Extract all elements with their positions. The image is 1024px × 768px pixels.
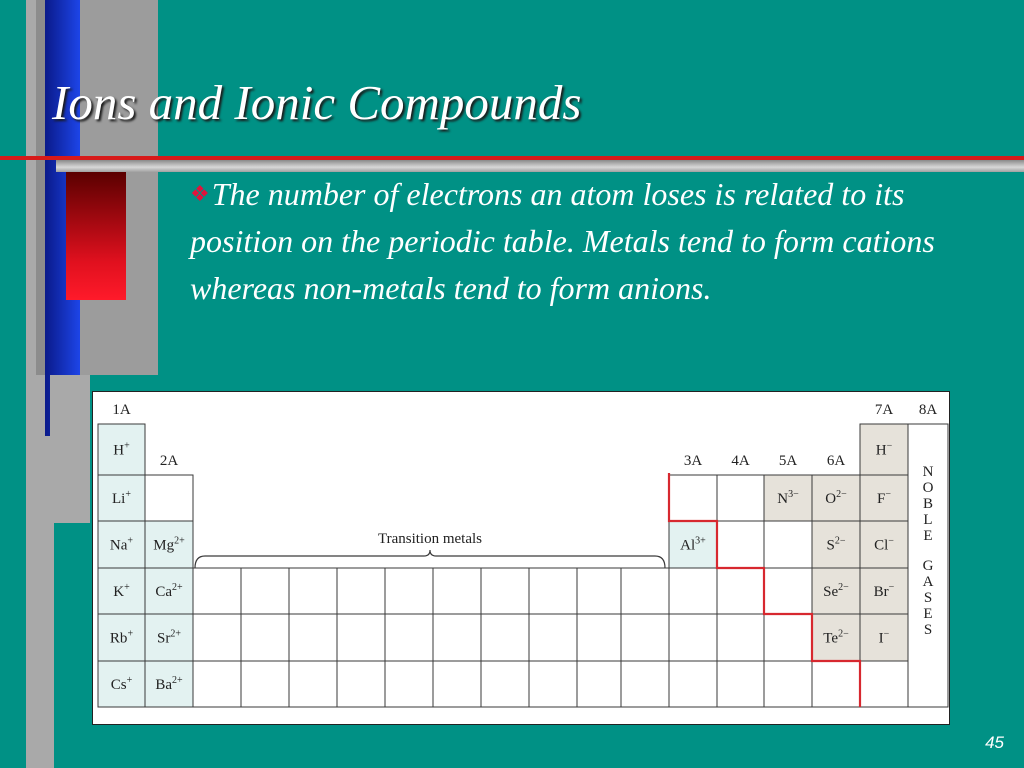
cell bbox=[337, 614, 385, 661]
cell bbox=[717, 661, 764, 707]
cell bbox=[385, 614, 433, 661]
cell bbox=[289, 661, 337, 707]
cell bbox=[812, 661, 860, 707]
cell bbox=[337, 568, 385, 614]
bullet-text: The number of electrons an atom loses is related to its position on the periodic table. Metals tend to form cations whereas non-metals tend to form anions. bbox=[190, 176, 935, 306]
ion-i: I− bbox=[878, 628, 890, 647]
ion-li: Li+ bbox=[112, 489, 131, 507]
ion-f: F− bbox=[877, 489, 891, 507]
cell bbox=[481, 661, 529, 707]
ion-se: $Se^{2-}$ bbox=[823, 582, 849, 600]
slide-title: Ions and Ionic Compounds bbox=[52, 75, 582, 130]
group-label-8a: 8A bbox=[918, 402, 938, 418]
cell bbox=[337, 661, 385, 707]
ion-sr: $Sr^{2+}$ bbox=[157, 628, 181, 647]
ion-na: Na+ bbox=[109, 535, 134, 554]
diamond-cluster-icon: ❖ bbox=[190, 181, 210, 206]
ion-h-minus: H− bbox=[875, 440, 893, 459]
noble-gases-letter: L bbox=[923, 512, 933, 528]
cell bbox=[385, 661, 433, 707]
ion-cl: Cl− bbox=[874, 535, 894, 554]
cell bbox=[621, 568, 669, 614]
cell bbox=[577, 568, 621, 614]
cell bbox=[669, 475, 717, 521]
ion-s: $S^{2-}$ bbox=[826, 535, 846, 554]
cell bbox=[289, 568, 337, 614]
decor-bar-gray-lower bbox=[50, 375, 90, 523]
cell bbox=[577, 614, 621, 661]
noble-gases-letter: O bbox=[922, 480, 934, 496]
cell bbox=[577, 661, 621, 707]
cell bbox=[669, 661, 717, 707]
ion-rb: Rb+ bbox=[109, 628, 134, 647]
page-number: 45 bbox=[985, 733, 1004, 752]
cell bbox=[764, 614, 812, 661]
group-label-7a: 7A bbox=[874, 402, 894, 418]
cell bbox=[193, 568, 241, 614]
ion-ca: $Ca^{2+}$ bbox=[155, 582, 183, 600]
cell bbox=[193, 661, 241, 707]
cell bbox=[241, 614, 289, 661]
ion-o: $O^{2-}$ bbox=[825, 489, 847, 507]
periodic-table bbox=[93, 392, 949, 724]
noble-gases-letter: S bbox=[923, 590, 933, 606]
decor-bar-red bbox=[66, 172, 126, 300]
cell bbox=[717, 614, 764, 661]
cell bbox=[764, 661, 812, 707]
cell bbox=[764, 568, 812, 614]
noble-gases-letter: S bbox=[923, 622, 933, 638]
cell bbox=[764, 521, 812, 568]
group-label-3a: 3A bbox=[683, 453, 703, 469]
cell bbox=[241, 661, 289, 707]
ion-cs: Cs+ bbox=[110, 675, 133, 693]
ion-h-plus: H+ bbox=[113, 440, 130, 459]
group-label-5a: 5A bbox=[778, 453, 798, 469]
ion-ba: $Ba^{2+}$ bbox=[155, 675, 183, 693]
noble-gases-letter: B bbox=[922, 496, 934, 512]
cell bbox=[860, 661, 908, 707]
noble-gases-letter: G bbox=[922, 558, 934, 574]
noble-gases-letter: A bbox=[922, 574, 934, 590]
cell-group-2a bbox=[145, 475, 193, 521]
ion-br: Br− bbox=[873, 582, 895, 600]
cell bbox=[529, 661, 577, 707]
ion-te: $Te^{2-}$ bbox=[823, 628, 849, 647]
cell bbox=[529, 614, 577, 661]
cell bbox=[193, 614, 241, 661]
cell bbox=[717, 568, 764, 614]
ion-al: $Al^{3+}$ bbox=[680, 535, 706, 554]
group-label-6a: 6A bbox=[826, 453, 846, 469]
cell bbox=[433, 614, 481, 661]
cell bbox=[481, 614, 529, 661]
group-label-2a: 2A bbox=[159, 453, 179, 469]
cell bbox=[481, 568, 529, 614]
noble-gases-letter: N bbox=[922, 464, 934, 480]
group-label-1a: 1A bbox=[112, 402, 131, 418]
ion-n: $N^{3-}$ bbox=[777, 489, 799, 507]
group-label-4a: 4A bbox=[731, 453, 750, 469]
cell bbox=[621, 661, 669, 707]
cell bbox=[433, 568, 481, 614]
bullet-point bbox=[190, 170, 980, 312]
transition-metals-bracket bbox=[195, 550, 665, 568]
periodic-table-figure bbox=[92, 391, 950, 725]
noble-gases-letter: E bbox=[923, 606, 933, 622]
transition-metals-label: Transition metals bbox=[377, 531, 483, 547]
cell bbox=[669, 614, 717, 661]
noble-gases-letter: E bbox=[923, 528, 933, 544]
cell bbox=[717, 521, 764, 568]
cell bbox=[621, 614, 669, 661]
ion-k: K+ bbox=[113, 582, 130, 600]
cell bbox=[717, 475, 764, 521]
ion-mg: $Mg^{2+}$ bbox=[153, 535, 185, 554]
cell bbox=[433, 661, 481, 707]
cell bbox=[289, 614, 337, 661]
cell bbox=[529, 568, 577, 614]
cell bbox=[385, 568, 433, 614]
cell bbox=[669, 568, 717, 614]
cell bbox=[241, 568, 289, 614]
